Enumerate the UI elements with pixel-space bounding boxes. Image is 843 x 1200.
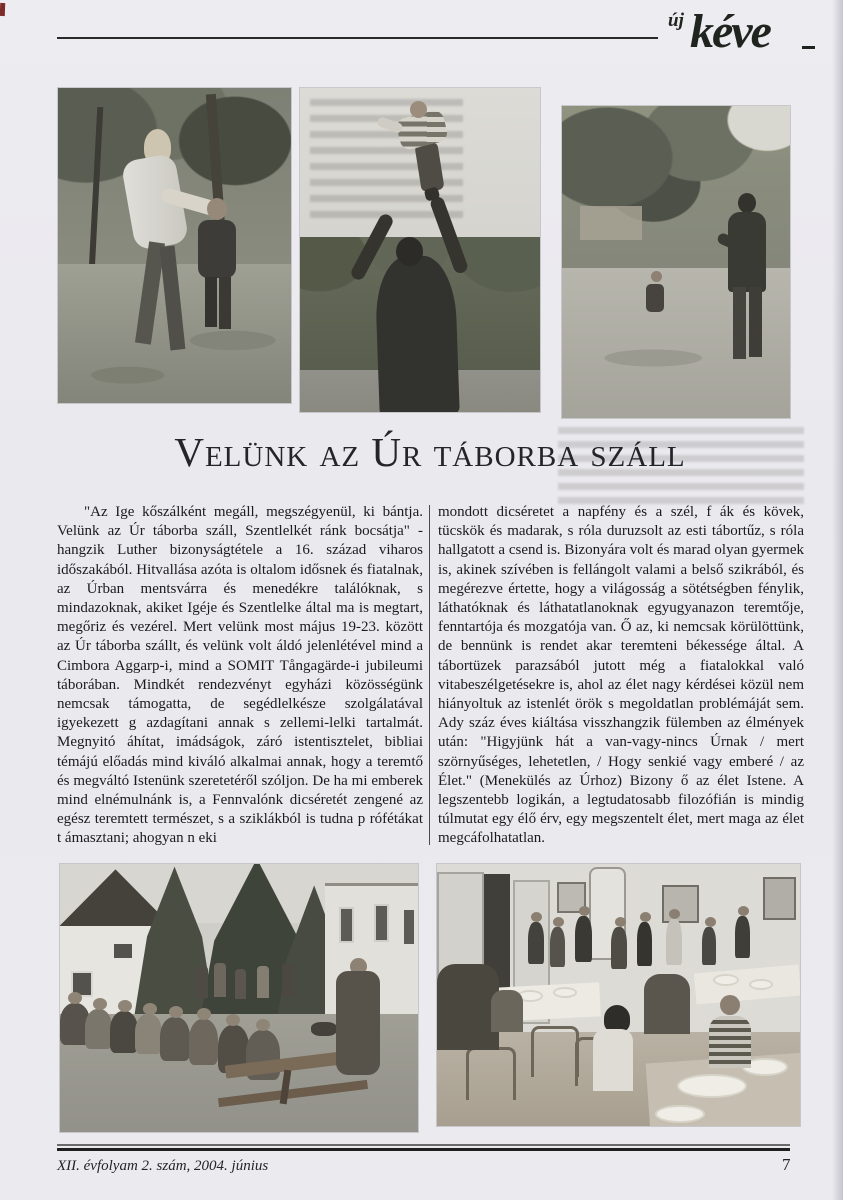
masthead-logo bbox=[660, 4, 820, 66]
masthead-logo-tail bbox=[802, 46, 815, 49]
photo-decor bbox=[655, 1105, 705, 1123]
photo-decor bbox=[749, 287, 762, 357]
photo-decor bbox=[336, 971, 380, 1075]
photo-decor bbox=[550, 927, 565, 967]
photo-decor bbox=[135, 1014, 162, 1054]
photo-decor bbox=[311, 1022, 337, 1036]
photo-decor bbox=[114, 944, 132, 958]
photo-decor bbox=[528, 922, 544, 964]
photo-picnic-tables bbox=[60, 864, 418, 1132]
photo-decor bbox=[593, 1029, 633, 1091]
article-title: Velünk az Úr táborba száll bbox=[174, 429, 686, 475]
photo-decor bbox=[637, 922, 652, 966]
photo-decor bbox=[709, 1016, 751, 1068]
photo-decor bbox=[339, 907, 354, 943]
photo-decor bbox=[646, 284, 664, 312]
footer-rule-thick bbox=[57, 1148, 790, 1151]
photo-decor bbox=[735, 916, 750, 958]
photo-decor bbox=[713, 974, 739, 986]
photo-woman-child bbox=[58, 88, 291, 403]
photo-decor bbox=[198, 220, 236, 278]
photo-decor bbox=[282, 963, 294, 997]
photo-decor bbox=[531, 1026, 579, 1077]
article-column-right: mondott dicséretet a napfény és a szél, f ák és kövek, tücskök és madarak, s róla duruzsolt az esti tábortűz, s róla hallgatott a csend is. Bizonyára volt és marad olyan gyermek is, akinek szívében is fellángolt valami a belső szikrából, és megérezve értette, hogy a világosság a sötétségben fénylik, láthatóknak és láthatatlanoknak egyugyanazon teremtője, fenntartója és mozgatója van. Ő az, ki nemcsak körülöttünk, de bennünk is rendet akar teremteni békessége által. A tábortüzek parazsából jutott még a fiatalokkal való vitabeszélgetésekre is, ahol az élet nagy kérdései közül nem hiányoltuk az istenlét örök s megoldatlan problémáját sem. Ady száz éves kiáltása visszhangzik fülemben az élmények után: "Higyjünk hát a van-vagy-nincs Úrnak / mert szörnyűséges, lehetetlen, / Hogy senkié vagy emberé / az Élet." (Menekülés az Úrhoz) Bizony ő az élet Istene. A legszentebb logikán, a legtudatosabb filozófián is mindig túlmutat egy élő érv, egy megszentelt élet, mert maga az élet megcáfolhatatlan. bbox=[438, 504, 804, 847]
photo-decor bbox=[677, 1074, 747, 1098]
photo-decor bbox=[611, 927, 627, 969]
photo-lawn-father-child bbox=[562, 106, 790, 418]
photo-decor bbox=[219, 277, 231, 329]
photo-decor bbox=[404, 910, 414, 944]
photo-decor bbox=[728, 212, 766, 292]
photo-decor bbox=[662, 885, 699, 923]
article-body bbox=[57, 503, 804, 847]
photo-decor bbox=[738, 193, 756, 213]
photo-decor bbox=[491, 990, 523, 1032]
photo-decor bbox=[110, 1011, 138, 1053]
photo-decor bbox=[374, 255, 460, 412]
scan-artifact-mark bbox=[0, 3, 5, 16]
photo-dining-hall bbox=[437, 864, 800, 1126]
scan-edge-shadow bbox=[832, 0, 843, 1200]
photo-decor bbox=[644, 974, 690, 1034]
footer-issue-line: XII. évfolyam 2. szám, 2004. június bbox=[57, 1158, 269, 1174]
photo-decor bbox=[575, 916, 592, 962]
photo-decor bbox=[733, 287, 746, 359]
photo-decor bbox=[702, 927, 716, 965]
footer-page-number: 7 bbox=[782, 1155, 791, 1174]
article-column-left: "Az Ige kőszálként megáll, megszégyenül, ki bántja. Velünk az Úr táborba száll, Szentlelkét ránk bocsátja" - hangzik Luther bizonyságtétele a 16. század viharos időszakából. Hitvallása azóta is oltalom idősnek és fiatalnak, az Úrban mentsvárra és menedékre találóknak, s mindazoknak, akiket Igéje és Szentlelke által ma is megtart, megőriz és vezérel. Mert velünk most május 19-23. között az Úr táborba szállt, és velünk volt áldó jelenlétével mind a Cimbora Aggarp-i, mind a SOMIT Tångagärde-i jubileumi táborában. Mindkét rendezvényt egyházi közösségünk nemcsak támogatta, de segédlelkésze szolgálatával igyekezett g azdagítani annak s zellemi-lelki tartalmát. Megnyitó áhítat, imádságok, záró istentisztelet, bibliai témájú előadás mind kiváló alkalmai annak, hogy a teremtő és megváltó Istenünk szeretetéről szóljon. De ha mi emberek mind elnémulnánk is, a Fennvalónk dicséretét zengené az egész teremtett természet, s a sziklákból is tudna p rófétákat t ámasztani; ahogyan n eki bbox=[57, 504, 423, 847]
photo-decor bbox=[189, 1019, 218, 1065]
photo-decor bbox=[396, 237, 423, 266]
photo-decor bbox=[763, 877, 796, 920]
photo-decor bbox=[666, 919, 682, 965]
photo-decor bbox=[235, 969, 246, 999]
photo-decor bbox=[205, 277, 217, 327]
masthead-rule bbox=[57, 37, 658, 39]
photo-decor bbox=[196, 966, 208, 998]
masthead-name: kéve bbox=[690, 5, 770, 58]
photo-child-toss bbox=[300, 88, 540, 412]
photo-decor bbox=[466, 1047, 516, 1100]
photo-decor bbox=[437, 964, 499, 1050]
footer-rule-thin bbox=[57, 1144, 790, 1146]
photo-decor bbox=[720, 995, 740, 1015]
column-divider-rule bbox=[429, 505, 430, 845]
photo-decor bbox=[160, 1017, 190, 1061]
photo-decor bbox=[580, 206, 642, 240]
photo-decor bbox=[85, 1009, 112, 1049]
masthead-prefix: új bbox=[668, 10, 684, 31]
photo-decor bbox=[374, 904, 389, 942]
photo-decor bbox=[257, 966, 269, 998]
photo-decor bbox=[214, 963, 226, 997]
